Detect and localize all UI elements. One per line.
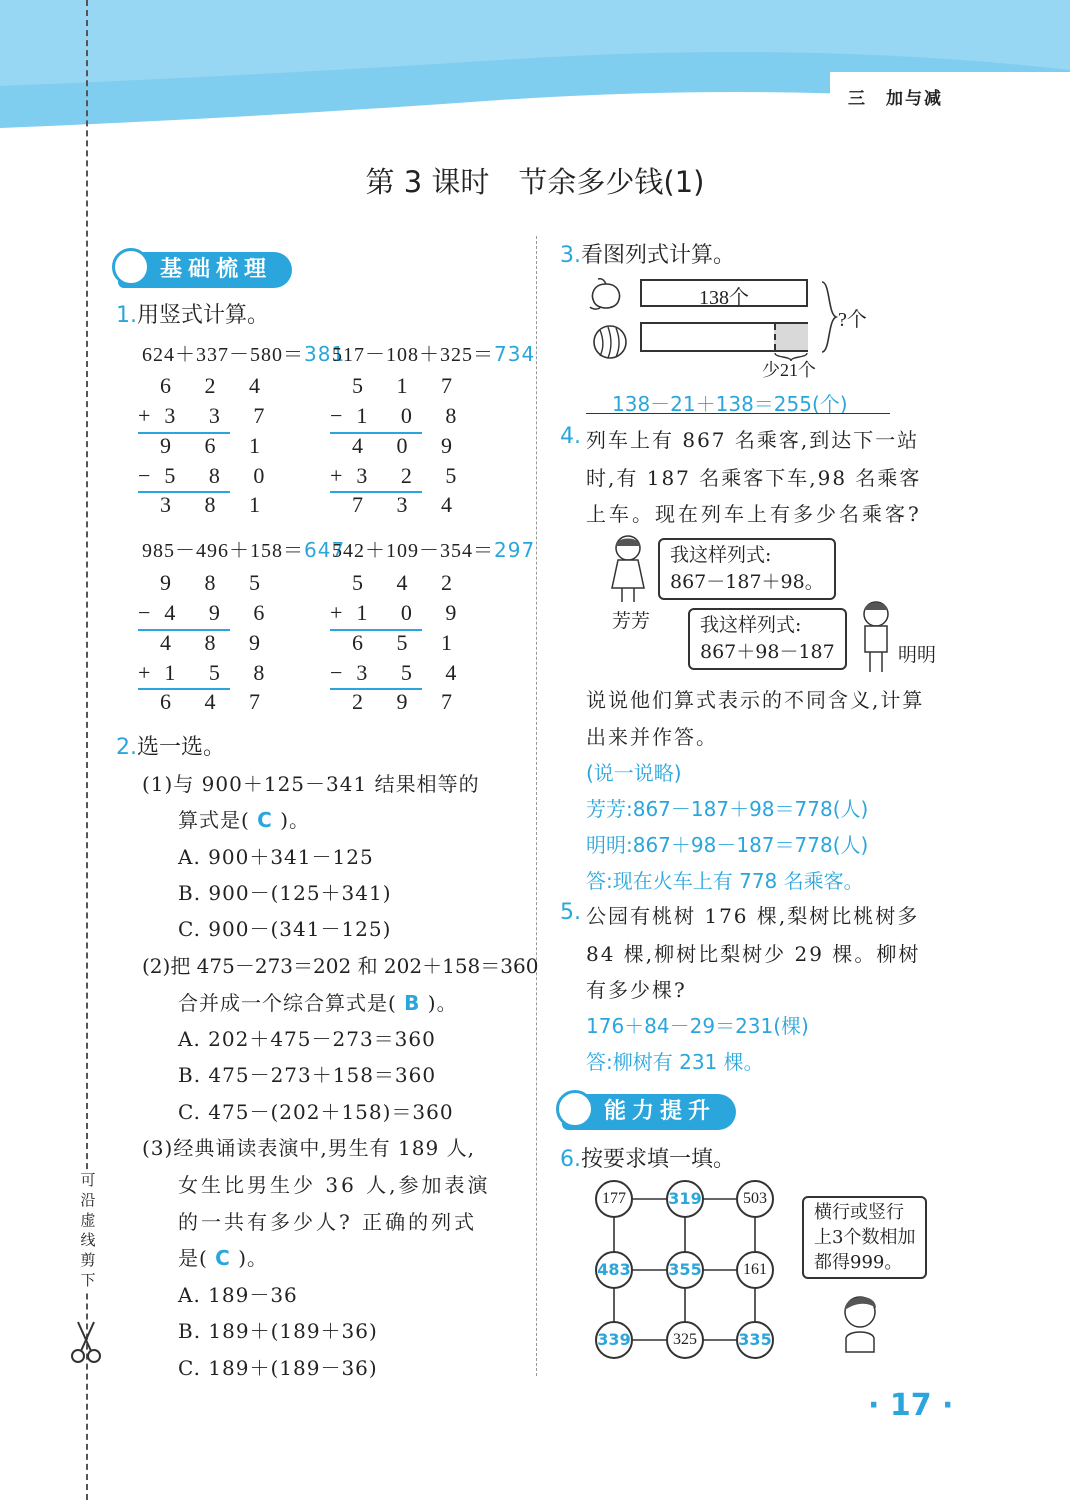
q6-number: 6. [560,1147,581,1172]
text: )。 [238,1246,269,1270]
q1-expr-4: 542＋109－354＝ [332,540,494,562]
q4-line3: 上车。现在列车上有多少名乘客? [586,502,922,526]
cut-note: 可沿虚线剪下 [78,1170,98,1290]
q6-title: 按要求填一填。 [581,1147,736,1172]
text: )。 [427,991,458,1015]
bubble-line: 867－187＋98。 [670,571,824,593]
q5-number: 5. [560,900,581,925]
basic-section-badge [118,252,292,288]
vertical-row: 6 5 1 [352,630,466,655]
q2-p2-answer: B [404,991,421,1015]
vertical-row: −4 9 6 [138,600,279,625]
q3-answer-underline [586,413,890,414]
grid-node-answer: 319 [666,1180,704,1218]
q2-p3-option-b: B. 189＋(189＋36) [178,1319,378,1343]
grid-node: 503 [736,1180,774,1218]
vertical-row: 7 3 4 [352,492,466,517]
q5-line1: 公园有桃树 176 棵,梨树比桃树多 [586,904,920,928]
vertical-row: +1 0 9 [330,600,471,625]
text: 算式是( [178,808,250,832]
grid-node-answer: 483 [595,1251,633,1289]
bubble-line: 上3个数相加 [814,1227,916,1248]
total-label: ?个 [838,309,867,331]
bubble-line: 都得999。 [814,1252,903,1273]
vertical-row: 3 8 1 [160,492,274,517]
q4-answer-4: 答:现在火车上有 778 名乘客。 [586,869,864,893]
q4-line1: 列车上有 867 名乘客,到达下一站 [586,428,920,452]
q1-expr-1: 624＋337－580＝ [142,344,304,366]
q2-p1-option-c: C. 900－(341－125) [178,917,392,941]
column-divider [536,236,537,1376]
q1-problem-4 [332,534,535,563]
q2-p2-option-a: A. 202＋475－273＝360 [178,1027,436,1051]
q2-heading [116,730,225,761]
q4-number-wrap [560,424,581,449]
grid-node-answer: 355 [666,1251,704,1289]
vertical-row: +3 3 7 [138,403,279,428]
vertical-row: +3 2 5 [330,463,471,488]
grid-node-answer: 339 [595,1321,633,1359]
vertical-row: −3 5 4 [330,660,471,685]
q5-answer-2: 答:柳树有 231 棵。 [586,1050,764,1074]
vertical-row: 9 6 1 [160,433,274,458]
vertical-row: 9 8 5 [160,570,274,595]
advanced-section-label: 能力提升 [604,1099,717,1124]
hint-speech-bubble [802,1196,927,1279]
q2-p3-line3: 的一共有多少人? 正确的列式 [178,1210,478,1234]
bubble-line: 横行或竖行 [814,1202,904,1223]
girl-figure [604,532,652,606]
grid-node: 325 [666,1321,704,1359]
q2-p2-line2 [178,987,458,1016]
q2-p2-line1: (2)把 475－273＝202 和 202＋158＝360 [142,954,539,978]
boy-figure [854,598,898,676]
scissors-icon [68,1318,104,1366]
boy-speech-bubble [688,608,847,670]
girl-speech-bubble [658,538,836,600]
q5-answer-1: 176＋84－29＝231(棵) [586,1014,809,1038]
q4-line2: 时,有 187 名乘客下车,98 名乘客 [586,466,922,490]
q2-p3-line2: 女生比男生少 36 人,参加表演 [178,1173,491,1197]
q5-number-wrap [560,900,581,925]
grid-node-answer: 335 [736,1321,774,1359]
vertical-row: −5 8 0 [138,463,279,488]
q1-expr-3: 985－496＋158＝ [142,540,304,562]
q2-p1-line1: (1)与 900＋125－341 结果相等的 [142,772,480,796]
clock-icon [556,1090,594,1128]
vertical-row: 6 2 4 [160,373,274,398]
q1-problem-2 [332,338,535,367]
boy-head-figure [836,1290,886,1354]
q2-p2-option-c: C. 475－(202＋158)＝360 [178,1100,454,1124]
q3-answer: 138－21＋138＝255(个) [612,392,848,416]
q2-p1-line2 [178,804,310,833]
q5-line3: 有多少棵? [586,978,687,1002]
grid-node: 161 [736,1251,774,1289]
bubble-line: 我这样列式: [670,544,772,566]
q5-line2: 84 棵,柳树比梨树少 29 棵。柳树 [586,942,921,966]
q1-heading [116,298,269,329]
total-brace [820,280,840,354]
bar-less-segment [774,324,808,350]
page-number: · 17 · [868,1388,954,1423]
q1-problem-3 [142,534,345,563]
vertical-row: 6 4 7 [160,689,274,714]
q4-answer-3: 明明:867＋98－187＝778(人) [586,833,869,857]
q2-p3-line4 [178,1242,268,1271]
girl-name: 芳芳 [612,610,651,632]
vertical-row: +1 5 8 [138,660,279,685]
bar-label: 138个 [699,287,749,309]
vertical-row: 4 0 9 [352,433,466,458]
q1-answer-2: 734 [494,342,536,366]
vertical-row: −1 0 8 [330,403,471,428]
unit-header: 三 加与减 [848,89,943,109]
boy-name: 明明 [898,644,937,666]
grid-node: 177 [595,1180,633,1218]
q2-title: 选一选。 [137,735,226,760]
text: 是( [178,1246,208,1270]
q6-heading [560,1142,735,1173]
header-band [0,0,1070,140]
text: )。 [280,808,311,832]
less-label: 少21个 [762,360,816,380]
peach-icon [586,276,626,312]
q2-number: 2. [116,735,137,760]
q4-answer-2: 芳芳:867－187＋98＝778(人) [586,797,869,821]
bubble-line: 867＋98－187 [700,641,835,663]
q2-p1-option-b: B. 900－(125＋341) [178,881,392,905]
q2-p1-answer: C [257,808,273,832]
q4-answer-1: (说一说略) [586,761,682,785]
q2-p1-option-a: A. 900＋341－125 [178,845,374,869]
vertical-row: 2 9 7 [352,689,466,714]
q4-number: 4. [560,424,581,449]
clock-icon [112,248,150,286]
q2-p2-option-b: B. 475－273＋158＝360 [178,1063,437,1087]
q4-line4: 说说他们算式表示的不同含义,计算 [586,688,925,712]
vertical-row: 5 4 2 [352,570,466,595]
q2-p3-answer: C [215,1246,231,1270]
q1-expr-2: 517－108＋325＝ [332,344,494,366]
q2-p3-line1: (3)经典诵读表演中,男生有 189 人, [142,1136,475,1160]
bubble-line: 我这样列式: [700,614,802,636]
vertical-row: 5 1 7 [352,373,466,398]
q4-line5: 出来并作答。 [586,725,718,749]
watermelon-icon [590,322,630,362]
q3-title: 看图列式计算。 [581,243,736,268]
q1-answer-4: 297 [494,538,536,562]
q2-p3-option-a: A. 189－36 [178,1283,298,1307]
advanced-section-badge [562,1094,736,1130]
q2-p3-option-c: C. 189＋(189－36) [178,1356,378,1380]
q1-title: 用竖式计算。 [137,303,270,328]
page-title: 第 3 课时 节余多少钱(1) [365,165,705,199]
q1-answer-1: 381 [304,342,346,366]
basic-section-label: 基础梳理 [160,257,273,282]
q3-number: 3. [560,243,581,268]
vertical-row: 4 8 9 [160,630,274,655]
q3-heading [560,238,735,269]
text: 合并成一个综合算式是( [178,991,397,1015]
q1-problem-1 [142,338,345,367]
q1-number: 1. [116,303,137,328]
q1-answer-3: 647 [304,538,346,562]
